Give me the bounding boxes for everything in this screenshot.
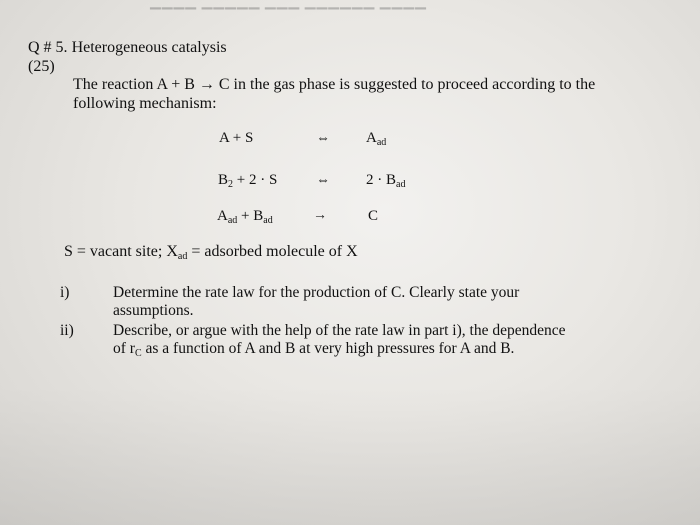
intro-line-1: The reaction A + B → C in the gas phase is suggested to proceed according to the: [73, 76, 596, 93]
step3-right: C: [368, 208, 379, 224]
step1-equilibrium-arrow: ⇔: [316, 131, 330, 146]
step3-reaction-arrow: →: [313, 208, 327, 223]
cut-off-text-top: ▁▁▁▁ ▁▁▁▁▁ ▁▁▁ ▁▁▁▁▁▁ ▁▁▁▁: [150, 0, 427, 10]
question-i-label: i): [60, 284, 70, 301]
intro-line-2: following mechanism:: [73, 95, 217, 112]
definitions-line: S = vacant site; $X_{ad}$ = adsorbed molecule of X: [64, 243, 358, 262]
step1-right: $A_{ad}$: [366, 130, 387, 148]
page-shadow: [0, 385, 700, 525]
step1-left: A + S: [219, 130, 254, 146]
question-ii-text: Describe, or argue with the help of the rate law in part i), the dependence of $r_C$ as a function of A and B at very high pressures for A and B.: [113, 322, 566, 359]
question-header: [28, 39, 227, 57]
step2-equilibrium-arrow: ⇔: [316, 173, 330, 188]
step2-right: $2 \cdot B_{ad}$: [366, 172, 406, 190]
question-points: (25): [28, 58, 55, 75]
question-i-text: Determine the rate law for the production of C. Clearly state your assumptions.: [113, 284, 520, 319]
question-ii-label: ii): [60, 322, 74, 339]
question-number: Q # 5.: [28, 39, 68, 56]
question-title: Heterogeneous catalysis: [71, 39, 227, 56]
step2-left: $B_2 + 2 \cdot S$: [218, 172, 278, 190]
step3-left: $A_{ad} + B_{ad}$: [217, 208, 273, 226]
